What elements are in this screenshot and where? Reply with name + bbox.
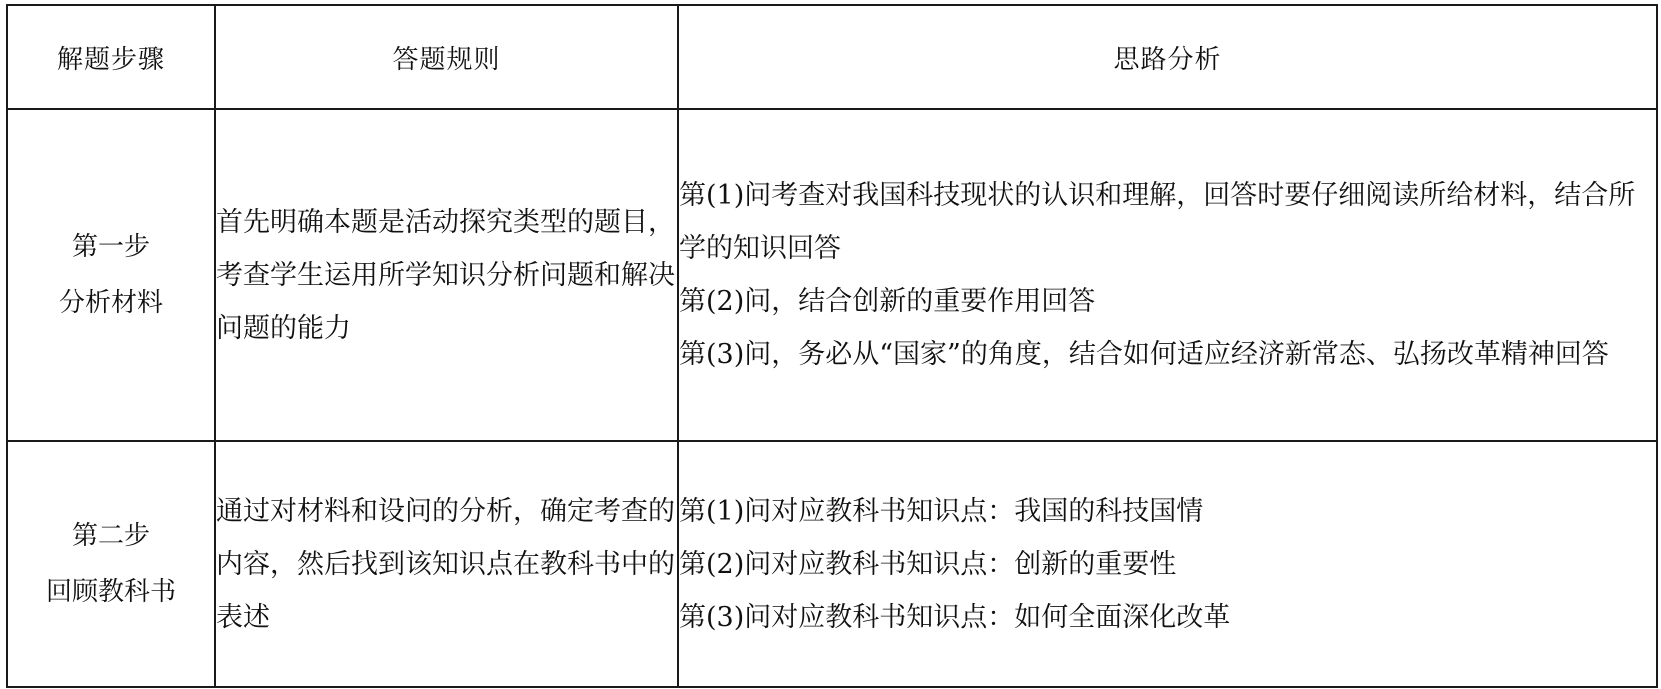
- step-cell: [7, 109, 215, 441]
- analysis-item: 第(2)问，结合创新的重要作用回答: [679, 286, 1096, 317]
- header-analysis: 思路分析: [678, 5, 1657, 109]
- header-rules: 答题规则: [215, 5, 678, 109]
- analysis-item: 第(3)问对应教科书知识点：如何全面深化改革: [679, 601, 1231, 633]
- analysis-item: 第(1)问对应教科书知识点：我国的科技国情: [679, 495, 1204, 527]
- header-steps: 解题步骤: [7, 5, 215, 109]
- analysis-item: 第(2)问对应教科书知识点：创新的重要性: [679, 548, 1177, 580]
- step-number: 第二步: [71, 521, 150, 551]
- table-row: [7, 441, 1657, 687]
- analysis-item: 第(3)问，务必从“国家”的角度，结合如何适应经济新常态、弘扬改革精神回答: [679, 339, 1609, 370]
- rule-cell: [215, 441, 678, 687]
- rule-text: 首先明确本题是活动探究类型的题目，考查学生运用所学知识分析问题和解决问题的能力: [216, 206, 675, 344]
- rule-text: 通过对材料和设问的分析，确定考查的内容，然后找到该知识点在教科书中的表述: [216, 495, 675, 633]
- step-cell: [7, 441, 215, 687]
- table-header-row: [7, 5, 1657, 109]
- analysis-cell: [678, 109, 1657, 441]
- table-row: [7, 109, 1657, 441]
- step-number: 第一步: [71, 232, 150, 262]
- step-title: 回顾教科书: [45, 577, 176, 607]
- analysis-table: [6, 4, 1658, 688]
- step-title: 分析材料: [58, 288, 163, 318]
- analysis-item: 第(1)问考查对我国科技现状的认识和理解，回答时要仔细阅读所给材料，结合所学的知识回答: [679, 180, 1636, 264]
- rule-cell: [215, 109, 678, 441]
- analysis-cell: [678, 441, 1657, 687]
